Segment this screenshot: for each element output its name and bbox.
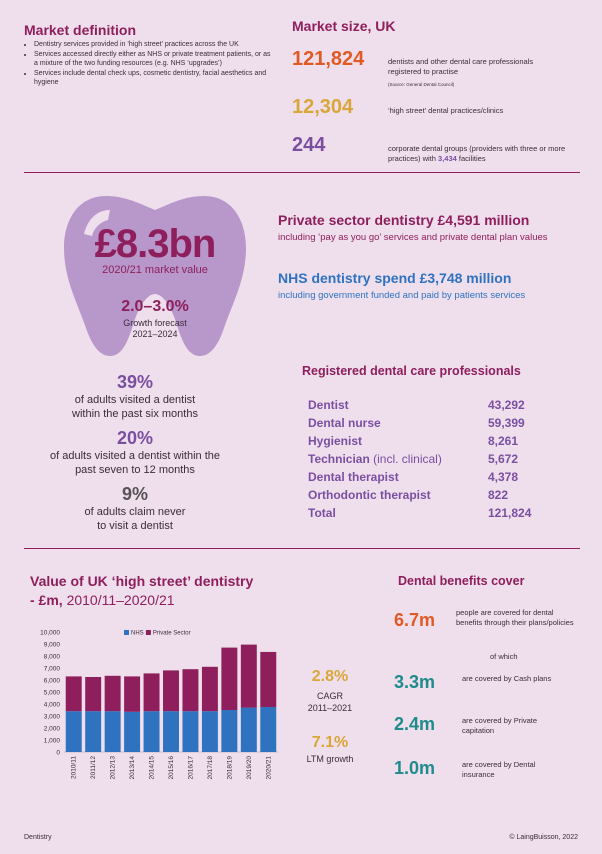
nhs-subtext: including government funded and paid by patients services — [278, 290, 526, 301]
ltm-value: 7.1% — [311, 734, 349, 751]
x-tick-label: 2018/19 — [226, 756, 234, 780]
y-tick-label: 8,000 — [43, 653, 60, 661]
cagr-value: 2.8% — [311, 668, 349, 685]
benefit-text: are covered by Dental insurance — [462, 760, 536, 779]
legend-swatch — [124, 630, 129, 635]
benefit-text: are covered by Private capitation — [462, 716, 538, 735]
bar-nhs — [105, 711, 121, 752]
market-size-text-groups: corporate dental groups (providers with three or more practices) with 3,434 facilities — [388, 144, 566, 163]
visit-stat-never: 9% of adults claim never to visit a dentist — [84, 484, 186, 532]
y-tick-label: 3,000 — [43, 713, 60, 721]
private-subtext: including ‘pay as you go’ services and private dental plan values — [278, 232, 548, 243]
market-size-value-practices: 12,304 — [292, 96, 354, 118]
legend-label: NHS — [131, 630, 144, 637]
bar-nhs — [202, 711, 218, 752]
growth-forecast-value: 2.0–3.0% — [121, 298, 189, 315]
bar-nhs — [260, 707, 276, 752]
x-tick-label: 2015/16 — [168, 756, 175, 780]
section-divider — [24, 548, 580, 549]
bar-private-sector — [85, 677, 101, 711]
of-which-label: of which — [490, 652, 518, 661]
footer-left: Dentistry — [24, 834, 52, 841]
legend-swatch — [146, 630, 151, 635]
facilities-count: 3,434 — [438, 154, 457, 163]
bar-nhs — [66, 711, 82, 752]
bar-nhs — [85, 711, 101, 752]
nhs-headline: NHS dentistry spend £3,748 million — [278, 270, 512, 286]
section-divider — [24, 172, 580, 173]
x-tick-label: 2012/13 — [109, 756, 117, 780]
y-tick-label: 7,000 — [43, 665, 60, 673]
y-tick-label: 0 — [56, 749, 60, 757]
market-value: £8.3bn — [94, 222, 216, 266]
value-chart — [22, 622, 290, 812]
y-tick-label: 2,000 — [43, 725, 60, 733]
bar-private-sector — [202, 667, 218, 711]
bar-private-sector — [124, 676, 140, 711]
footer-right: © LaingBuisson, 2022 — [509, 834, 578, 841]
cagr-label: CAGR 2011–2021 — [307, 691, 353, 713]
benefit-text: people are covered for dental benefits through their plans/policies — [456, 608, 574, 627]
bar-private-sector — [163, 670, 179, 711]
private-headline: Private sector dentistry £4,591 million — [278, 212, 530, 228]
benefit-text: are covered by Cash plans — [462, 674, 552, 683]
visit-stat-twelve-months: 20% of adults visited a dentist within the past seven to 12 months — [50, 428, 220, 476]
y-tick-label: 6,000 — [43, 677, 60, 685]
x-tick-label: 2014/15 — [148, 756, 156, 780]
bar-private-sector — [105, 676, 121, 711]
market-size-value-groups: 244 — [292, 134, 326, 156]
benefit-value: 2.4m — [394, 714, 436, 734]
legend-label: Private Sector — [152, 630, 191, 637]
y-tick-label: 5,000 — [43, 689, 60, 697]
market-size-source: (Source: General Dental Council) — [388, 82, 455, 87]
market-size-text-practices: ‘high street’ dental practices/clinics — [388, 106, 504, 115]
market-definition-bullet: • Dentistry services provided in ‘high street’ practices across the UK — [34, 40, 274, 49]
bar-private-sector — [241, 645, 257, 708]
bar-private-sector — [144, 673, 160, 711]
benefit-value: 6.7m — [394, 610, 436, 630]
x-tick-label: 2017/18 — [206, 756, 214, 780]
market-definition-list — [24, 40, 274, 88]
bar-nhs — [241, 708, 257, 752]
benefits-title: Dental benefits cover — [398, 574, 525, 588]
benefit-value: 1.0m — [394, 758, 436, 778]
market-definition-title: Market definition — [24, 22, 137, 38]
growth-forecast-label: Growth forecast 2021–2024 — [123, 318, 187, 339]
y-tick-label: 9,000 — [43, 641, 60, 649]
bar-nhs — [221, 710, 237, 752]
bar-nhs — [163, 711, 179, 752]
market-size-title: Market size, UK — [292, 18, 396, 34]
bar-nhs — [144, 711, 160, 752]
bar-private-sector — [260, 652, 276, 707]
registered-title: Registered dental care professionals — [302, 364, 521, 378]
benefit-value: 3.3m — [394, 672, 436, 692]
x-tick-label: 2010/11 — [70, 756, 78, 780]
bar-private-sector — [182, 669, 198, 711]
x-tick-label: 2011/12 — [90, 756, 98, 780]
bar-private-sector — [66, 676, 82, 711]
x-tick-label: 2019/20 — [245, 756, 253, 780]
visit-stat-six-months: 39% of adults visited a dentist within the past six months — [72, 372, 198, 420]
market-value-label: 2020/21 market value — [102, 264, 208, 276]
market-size-value-professionals: 121,824 — [292, 48, 365, 70]
x-tick-label: 2013/14 — [129, 756, 137, 780]
bar-private-sector — [221, 648, 237, 710]
x-tick-label: 2016/17 — [187, 756, 195, 780]
y-tick-label: 10,000 — [40, 629, 60, 637]
bar-nhs — [124, 712, 140, 752]
y-tick-label: 1,000 — [43, 737, 60, 745]
market-size-text-professionals: dentists and other dental care professionals registered to practise — [388, 57, 534, 76]
bar-nhs — [182, 711, 198, 752]
y-tick-label: 4,000 — [43, 701, 60, 709]
chart-title: Value of UK ‘high street’ dentistry - £m, 2010/11–2020/21 — [30, 573, 254, 608]
market-definition-bullet: • Services include dental check ups, cosmetic dentistry, facial aesthetics and hygiene — [34, 69, 274, 87]
ltm-label: LTM growth — [306, 754, 354, 764]
market-definition-bullet: • Services accessed directly either as NHS or private treatment patients, or as a mixture of the two funding resources (e.g. NHS ‘upgrades’) — [34, 50, 274, 68]
x-tick-label: 2020/21 — [265, 756, 273, 780]
